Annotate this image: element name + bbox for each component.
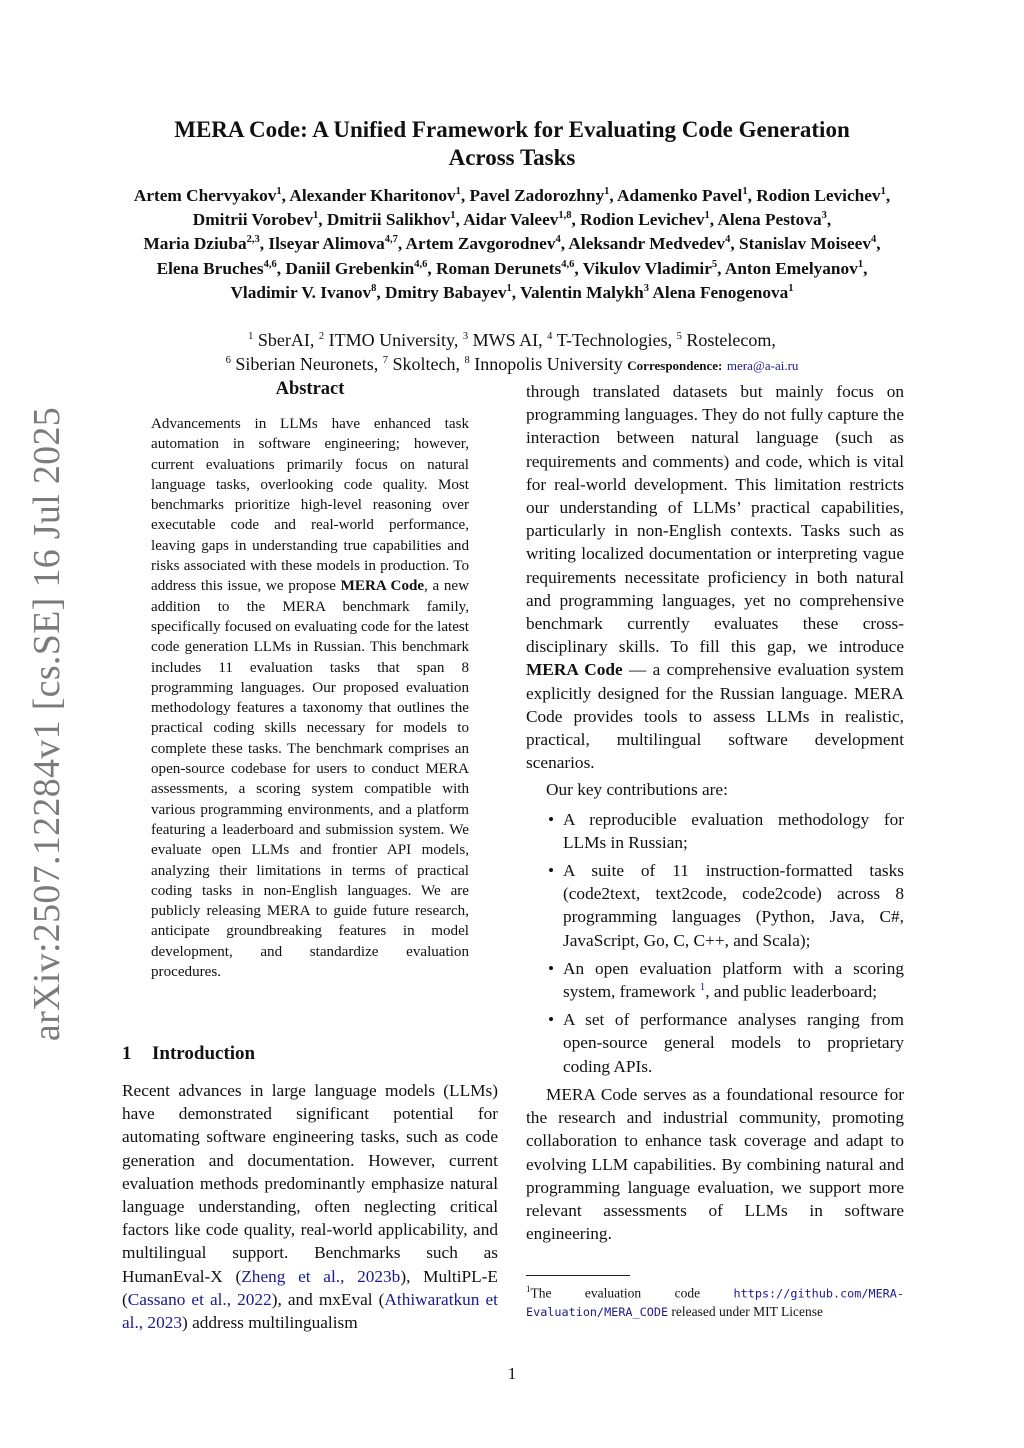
arxiv-stamp — [18, 406, 76, 1042]
affiliation — [463, 330, 538, 350]
footnote — [526, 1281, 904, 1321]
intro-text: ) address multilingualism — [182, 1313, 358, 1333]
affiliation-name: T-Technologies — [556, 330, 668, 350]
author-affiliation-mark: 1 — [450, 210, 456, 222]
author — [717, 210, 826, 229]
citation-link[interactable]: Cassano et al., 2022 — [127, 1289, 272, 1309]
footnote-text: The evaluation code — [530, 1285, 734, 1301]
author-name: Dmitry Babayev — [385, 282, 507, 302]
author-name: Artem Chervyakov — [133, 186, 277, 205]
author-name: Pavel Zadorozhny — [469, 186, 605, 205]
affiliation-name: Rostelecom — [686, 330, 772, 350]
paragraph-text: — a comprehensive evaluation system explicitly designed for the Russian language. MERA Code provides tools to assess LLMs in realistic, practical, multilingual software development scenarios. — [526, 660, 904, 773]
author-affiliation-mark: 1 — [604, 186, 610, 198]
intro-text: ), and mxEval ( — [271, 1289, 385, 1309]
author-affiliation-mark: 1 — [312, 210, 319, 222]
author-affiliation-mark: 1 — [506, 283, 512, 295]
author — [406, 234, 561, 253]
author — [739, 234, 876, 253]
list-item — [526, 859, 904, 952]
author — [193, 210, 318, 229]
author-name: Valentin Malykh — [520, 282, 644, 302]
author — [520, 283, 649, 302]
author — [756, 186, 886, 205]
paragraph-text: through translated datasets but mainly focus on programming languages. They do not fully capture the interaction between natural language (such as requirements and comments) and code, which is vital for real-world development. This limitation restricts our understanding of LLMs’ practical capabilities, particularly in non-English contexts. Tasks such as writing localized documentation or interpreting vague requirements necessitate proficiency in both natural and programming languages, yet no comprehensive benchmark currently evaluates these cross-disciplinary skills. To fill this gap, we introduce — [526, 382, 904, 657]
author — [436, 259, 574, 278]
bullet-icon: • — [548, 1010, 555, 1030]
author — [134, 186, 282, 205]
author-affiliation-mark: 1 — [704, 210, 710, 222]
affiliation-number: 8 — [464, 355, 470, 366]
author-name: Rodion Levichev — [580, 210, 705, 230]
list-item-text: A reproducible evaluation methodology for LLMs in Russian; — [563, 809, 904, 852]
author — [268, 234, 397, 253]
author-name: Alena Fenogenova — [652, 282, 789, 302]
author-affiliation-mark: 4 — [555, 234, 561, 246]
author — [327, 210, 456, 229]
author-name: Adamenko Pavel — [617, 186, 743, 205]
author-affiliation-mark: 4 — [725, 234, 731, 246]
author-name: Vikulov Vladimir — [582, 258, 712, 278]
abstract-bold: MERA Code — [340, 578, 425, 595]
affiliation-number: 5 — [676, 331, 682, 342]
author-affiliation-mark: 1 — [880, 186, 886, 198]
author-name: Aleksandr Medvedev — [568, 234, 726, 254]
affiliation — [547, 330, 668, 350]
affiliation-name: ITMO University — [328, 330, 454, 350]
author — [289, 186, 461, 205]
footnote-url-link[interactable]: https://github.com/MERA-Evaluation/MERA_CODE — [526, 1286, 904, 1319]
author — [285, 259, 427, 278]
author-affiliation-mark: 5 — [711, 258, 718, 270]
author-affiliation-mark: 1 — [788, 283, 794, 295]
abstract-text: Advancements in LLMs have enhanced task automation in software engineering; however, current evaluations primarily focus on natural language tasks, overlooking code quality. Most benchmarks prioritize high-level reasoning over executable code and real-world performance, leaving gaps in understanding true capabilities and risks associated with these models in production. To address this issue, we propose — [151, 416, 469, 595]
author-affiliation-mark: 4,7 — [384, 234, 398, 246]
author — [617, 186, 748, 205]
author-name: Rodion Levichev — [756, 186, 881, 205]
paragraph — [526, 380, 904, 774]
intro-text: Recent advances in large language models (LLMs) have demonstrated significant potential for automating software engineering tasks, such as code generation and documentation. However, current evaluation methods predominantly emphasize natural language understanding, often neglecting critical factors like code quality, real-world applicability, and multilingual support. Benchmarks such as HumanEval-X ( — [122, 1081, 498, 1286]
affiliation-name: Innopolis University — [474, 354, 623, 374]
affiliations — [60, 328, 964, 378]
affiliation-number: 7 — [382, 355, 389, 366]
list-item-text: A suite of 11 instruction-formatted tasks (code2text, text2code, code2code) across 8 programming languages (Python, Java, C#, JavaScript, Go, C, C++, and Scala); — [563, 861, 904, 950]
author-name: Dmitrii Salikhov — [326, 210, 451, 230]
author-list: Artem Chervyakov$^1$, Alexander Kharitonov$^1$, Pavel Zadorozhny$^1$, Adamenko Pavel$^1$, Rodion Levichev$^1$, Dmitrii Vorobev$^1$, Dmitrii Salikhov$^1$, Aidar Valeev$^{1,8}$, Rodion Levichev$^1$, Alena Pestova$^3$, Maria Dziuba$^{2,3}$, Ilseyar Alimova$^{4,7}$, Artem Zavgorodnev$^4$, Aleksandr Medvedev$^4$, Stanislav Moiseev$^4$, Elena Bruches$^{4,6}$, Daniil Grebenkin$^{4,6}$, Roman Derunets$^{4,6}$, Vikulov Vladimir$^5$, Anton Emelyanov$^1$, Vladimir V. Ivanov$^8$, Dmitry Babayev$^1$, Valentin Malykh$^3$ Alena Fenogenova$^1$ — [133, 186, 891, 302]
author-name: Anton Emelyanov — [724, 258, 858, 278]
introduction-body — [122, 1079, 498, 1334]
author-name: Vladimir V. Ivanov — [230, 282, 372, 302]
author-affiliation-mark: 4,6 — [263, 258, 277, 270]
author — [580, 210, 710, 229]
abstract-text: , a new addition to the MERA benchmark family, specifically focused on evaluating code for the latest code generation LLMs in Russian. This benchmark includes 11 evaluation tasks that span 8 programming languages. Our proposed evaluation methodology features a taxonomy that outlines the practical coding skills necessary for models to complete these tasks. The benchmark comprises an open-source codebase for users to conduct MERA assessments, a scoring system compatible with various programming environments, and a platform featuring a leaderboard and submission system. We evaluate open LLMs and frontier API models, analyzing their limitations in terms of practical coding tasks in non-English languages. We are publicly releasing MERA to guide future research, anticipate groundbreaking features in model development, and standardize evaluation procedures. — [151, 578, 469, 981]
affiliation — [226, 354, 374, 374]
affiliation-name: Skoltech — [392, 354, 456, 374]
affiliation-number: 1 — [248, 331, 254, 342]
author — [652, 283, 793, 302]
author — [583, 259, 717, 278]
citation-link[interactable]: Zheng et al., 2023b — [241, 1266, 401, 1286]
bullet-icon: • — [548, 861, 555, 881]
author — [385, 283, 512, 302]
affiliation-name: SberAI — [257, 330, 310, 350]
abstract-heading: Abstract — [275, 379, 345, 399]
abstract-body — [151, 414, 469, 982]
bullet-icon: • — [548, 809, 555, 829]
author — [157, 259, 277, 278]
affiliation — [319, 330, 454, 350]
title-line-2: Across Tasks — [448, 145, 576, 170]
bullet-icon: • — [548, 958, 555, 978]
paragraph: MERA Code serves as a foundational resource for the research and industrial community, promoting collaboration to enhance task coverage and adapt to evolving LLM capabilities. By combining natural and programming language evaluation, we support more relevant assessments of LLMs in software engineering. — [526, 1084, 904, 1244]
author-affiliation-mark: 3 — [643, 283, 650, 295]
list-item — [526, 1008, 904, 1078]
list-item-text: , and public leaderboard; — [705, 982, 878, 1002]
affiliation-number: 2 — [318, 331, 325, 342]
author — [463, 210, 571, 229]
author-affiliation-mark: 4 — [870, 234, 877, 246]
footnote-rule — [526, 1275, 630, 1276]
author — [470, 186, 610, 205]
arxiv-id: arXiv:2507.12284v1 [cs.SE] 16 Jul 2025 — [26, 406, 68, 1042]
affiliation — [383, 354, 456, 374]
author-name: Ilseyar Alimova — [268, 234, 385, 254]
author-affiliation-mark: 1 — [276, 186, 282, 198]
right-column — [526, 380, 904, 1245]
footnote-text: released under MIT License — [668, 1303, 823, 1319]
paper-title — [100, 116, 924, 172]
author-affiliation-mark: 1,8 — [558, 210, 572, 222]
affiliation-number: 6 — [225, 355, 231, 366]
author-affiliation-mark: 2,3 — [246, 234, 260, 246]
correspondence-label: Correspondence: — [627, 358, 723, 373]
correspondence-email[interactable]: mera@a-ai.ru — [726, 358, 799, 373]
author-name: Maria Dziuba — [143, 234, 247, 254]
author — [143, 234, 259, 253]
list-item — [526, 957, 904, 1003]
author-name: Daniil Grebenkin — [285, 258, 415, 278]
author-name: Artem Zavgorodnev — [405, 234, 556, 254]
list-item-text: A set of performance analyses ranging from open-source general models to proprietary coding APIs. — [563, 1010, 904, 1076]
affiliation-line: $^6$ Siberian Neuronets, $^7$ Skoltech, $^8$ Innopolis University — [225, 354, 623, 374]
bold-text: MERA Code — [526, 660, 623, 680]
section-heading — [122, 1043, 255, 1065]
citation-link[interactable]: Athiwaratkun et al., 2023 — [122, 1289, 498, 1333]
author — [568, 234, 730, 253]
author-affiliation-mark: 8 — [371, 283, 377, 295]
author-name: Alena Pestova — [717, 210, 822, 230]
author-name: Alexander Kharitonov — [289, 186, 456, 205]
author-name: Stanislav Moiseev — [738, 234, 871, 254]
author-affiliation-mark: 1 — [857, 258, 864, 270]
author-affiliation-mark: 4,6 — [414, 258, 428, 270]
author-name: Roman Derunets — [436, 258, 562, 278]
author-name: Elena Bruches — [156, 258, 264, 278]
section-number: 1 — [122, 1043, 132, 1064]
list-item-text: An open evaluation platform with a scoring system, framework — [563, 958, 904, 1002]
page-number: 1 — [507, 1364, 517, 1383]
title-line-1: MERA Code: A Unified Framework for Evaluating Code Generation — [174, 117, 850, 142]
author-affiliation-mark: 1 — [742, 186, 748, 198]
affiliation-line: $^1$ SberAI, $^2$ ITMO University, $^3$ MWS AI, $^4$ T-Technologies, $^5$ Rostelecom, — [248, 330, 776, 350]
author-name: Dmitrii Vorobev — [192, 210, 313, 230]
affiliation — [677, 330, 772, 350]
author-affiliation-mark: 3 — [821, 210, 827, 222]
affiliation — [248, 330, 310, 350]
affiliation-number: 4 — [547, 331, 553, 342]
section-title: Introduction — [152, 1043, 256, 1064]
affiliation — [465, 354, 623, 374]
author-affiliation-mark: 1 — [455, 186, 461, 198]
author-name: Aidar Valeev — [463, 210, 559, 230]
contributions-list — [526, 808, 904, 1078]
affiliation-number: 3 — [462, 331, 469, 342]
author-affiliation-mark: 4,6 — [561, 258, 575, 270]
contributions-intro: Our key contributions are: — [546, 780, 728, 800]
affiliation-name: MWS AI — [472, 330, 539, 350]
footnote-link[interactable]: 1 — [699, 981, 706, 994]
list-item — [526, 808, 904, 854]
intro-text: ), MultiPL-E ( — [122, 1266, 498, 1309]
author — [230, 283, 376, 302]
footnote-mark: 1 — [526, 1284, 531, 1294]
affiliation-name: Siberian Neuronets — [235, 354, 374, 374]
author — [725, 259, 863, 278]
